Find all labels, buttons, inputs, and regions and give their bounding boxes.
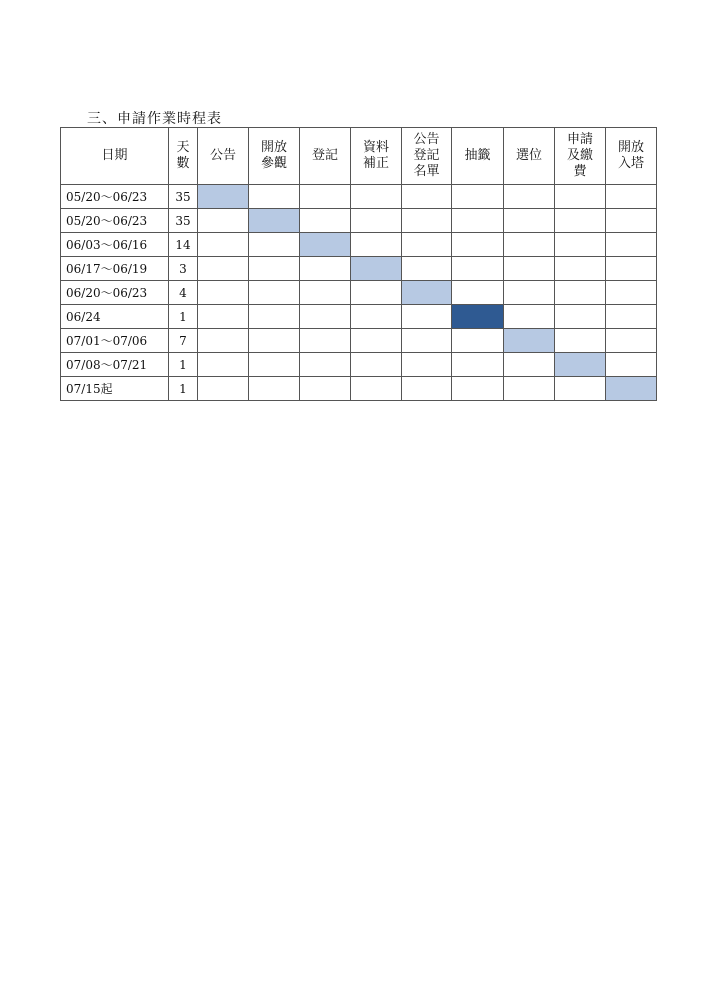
stage-cell xyxy=(555,257,606,281)
stage-cell xyxy=(300,377,351,401)
stage-cell xyxy=(351,209,402,233)
date-cell: 07/15起 xyxy=(61,377,169,401)
stage-cell xyxy=(606,329,657,353)
stage-cell xyxy=(351,281,402,305)
schedule-table xyxy=(60,127,657,401)
stage-cell xyxy=(402,353,452,377)
stage-cell xyxy=(504,353,555,377)
table-row xyxy=(61,257,657,281)
header-days: 天 數 xyxy=(169,128,198,185)
stage-cell xyxy=(555,209,606,233)
header-stage: 抽籤 xyxy=(452,128,504,185)
stage-cell xyxy=(402,233,452,257)
table-row xyxy=(61,281,657,305)
section-title: 三、申請作業時程表 xyxy=(87,111,222,127)
stage-cell xyxy=(555,377,606,401)
stage-cell xyxy=(504,185,555,209)
stage-cell xyxy=(351,185,402,209)
stage-cell xyxy=(198,353,249,377)
date-cell: 06/24 xyxy=(61,305,169,329)
stage-cell xyxy=(351,233,402,257)
stage-cell xyxy=(402,257,452,281)
date-cell: 07/08～07/21 xyxy=(61,353,169,377)
stage-cell xyxy=(198,257,249,281)
stage-cell-active xyxy=(555,353,606,377)
header-stage: 選位 xyxy=(504,128,555,185)
stage-cell xyxy=(504,233,555,257)
stage-cell xyxy=(452,233,504,257)
days-cell: 35 xyxy=(169,185,198,209)
table-row xyxy=(61,305,657,329)
stage-cell xyxy=(351,329,402,353)
stage-cell xyxy=(606,233,657,257)
stage-cell xyxy=(198,329,249,353)
header-stage: 公告 xyxy=(198,128,249,185)
stage-cell xyxy=(555,233,606,257)
table-row xyxy=(61,185,657,209)
stage-cell xyxy=(606,209,657,233)
stage-cell xyxy=(402,329,452,353)
stage-cell xyxy=(198,281,249,305)
days-cell: 1 xyxy=(169,305,198,329)
table-row xyxy=(61,353,657,377)
stage-cell xyxy=(249,329,300,353)
stage-cell xyxy=(555,305,606,329)
stage-cell xyxy=(198,209,249,233)
stage-cell xyxy=(249,281,300,305)
stage-cell xyxy=(452,209,504,233)
stage-cell-active xyxy=(606,377,657,401)
header-stage: 資料 補正 xyxy=(351,128,402,185)
stage-cell xyxy=(606,257,657,281)
stage-cell xyxy=(452,329,504,353)
date-cell: 06/20～06/23 xyxy=(61,281,169,305)
days-cell: 4 xyxy=(169,281,198,305)
date-cell: 06/03～06/16 xyxy=(61,233,169,257)
stage-cell xyxy=(504,281,555,305)
stage-cell xyxy=(452,257,504,281)
date-cell: 05/20～06/23 xyxy=(61,185,169,209)
stage-cell xyxy=(300,185,351,209)
stage-cell xyxy=(249,353,300,377)
stage-cell xyxy=(249,233,300,257)
table-row xyxy=(61,233,657,257)
stage-cell xyxy=(452,281,504,305)
date-cell: 05/20～06/23 xyxy=(61,209,169,233)
days-cell: 7 xyxy=(169,329,198,353)
stage-cell xyxy=(504,305,555,329)
days-cell: 3 xyxy=(169,257,198,281)
stage-cell-active xyxy=(504,329,555,353)
stage-cell xyxy=(300,209,351,233)
stage-cell xyxy=(504,377,555,401)
stage-cell xyxy=(555,185,606,209)
stage-cell xyxy=(249,185,300,209)
stage-cell xyxy=(351,377,402,401)
days-cell: 14 xyxy=(169,233,198,257)
days-cell: 1 xyxy=(169,353,198,377)
stage-cell xyxy=(452,185,504,209)
days-cell: 1 xyxy=(169,377,198,401)
header-stage: 申請 及繳 費 xyxy=(555,128,606,185)
header-row xyxy=(61,128,657,185)
stage-cell xyxy=(300,353,351,377)
date-cell: 06/17～06/19 xyxy=(61,257,169,281)
stage-cell xyxy=(606,353,657,377)
stage-cell xyxy=(300,305,351,329)
stage-cell xyxy=(300,281,351,305)
stage-cell-active xyxy=(452,305,504,329)
stage-cell xyxy=(452,377,504,401)
stage-cell xyxy=(452,353,504,377)
stage-cell-active xyxy=(402,281,452,305)
stage-cell xyxy=(555,329,606,353)
table-row xyxy=(61,209,657,233)
stage-cell xyxy=(555,281,606,305)
stage-cell xyxy=(606,305,657,329)
stage-cell xyxy=(249,305,300,329)
stage-cell xyxy=(402,377,452,401)
stage-cell xyxy=(402,209,452,233)
stage-cell xyxy=(249,377,300,401)
stage-cell xyxy=(249,257,300,281)
header-stage: 公告 登記 名單 xyxy=(402,128,452,185)
stage-cell xyxy=(351,353,402,377)
header-stage: 開放 入塔 xyxy=(606,128,657,185)
stage-cell xyxy=(351,305,402,329)
table-row xyxy=(61,329,657,353)
header-date: 日期 xyxy=(61,128,169,185)
stage-cell xyxy=(504,257,555,281)
stage-cell xyxy=(606,185,657,209)
stage-cell-active xyxy=(351,257,402,281)
stage-cell-active xyxy=(249,209,300,233)
stage-cell xyxy=(504,209,555,233)
stage-cell xyxy=(606,281,657,305)
stage-cell-active xyxy=(300,233,351,257)
days-cell: 35 xyxy=(169,209,198,233)
stage-cell xyxy=(198,233,249,257)
header-stage: 開放 參觀 xyxy=(249,128,300,185)
date-cell: 07/01～07/06 xyxy=(61,329,169,353)
stage-cell-active xyxy=(198,185,249,209)
stage-cell xyxy=(198,305,249,329)
header-stage: 登記 xyxy=(300,128,351,185)
stage-cell xyxy=(198,377,249,401)
stage-cell xyxy=(402,185,452,209)
stage-cell xyxy=(300,329,351,353)
table-row xyxy=(61,377,657,401)
stage-cell xyxy=(300,257,351,281)
stage-cell xyxy=(402,305,452,329)
